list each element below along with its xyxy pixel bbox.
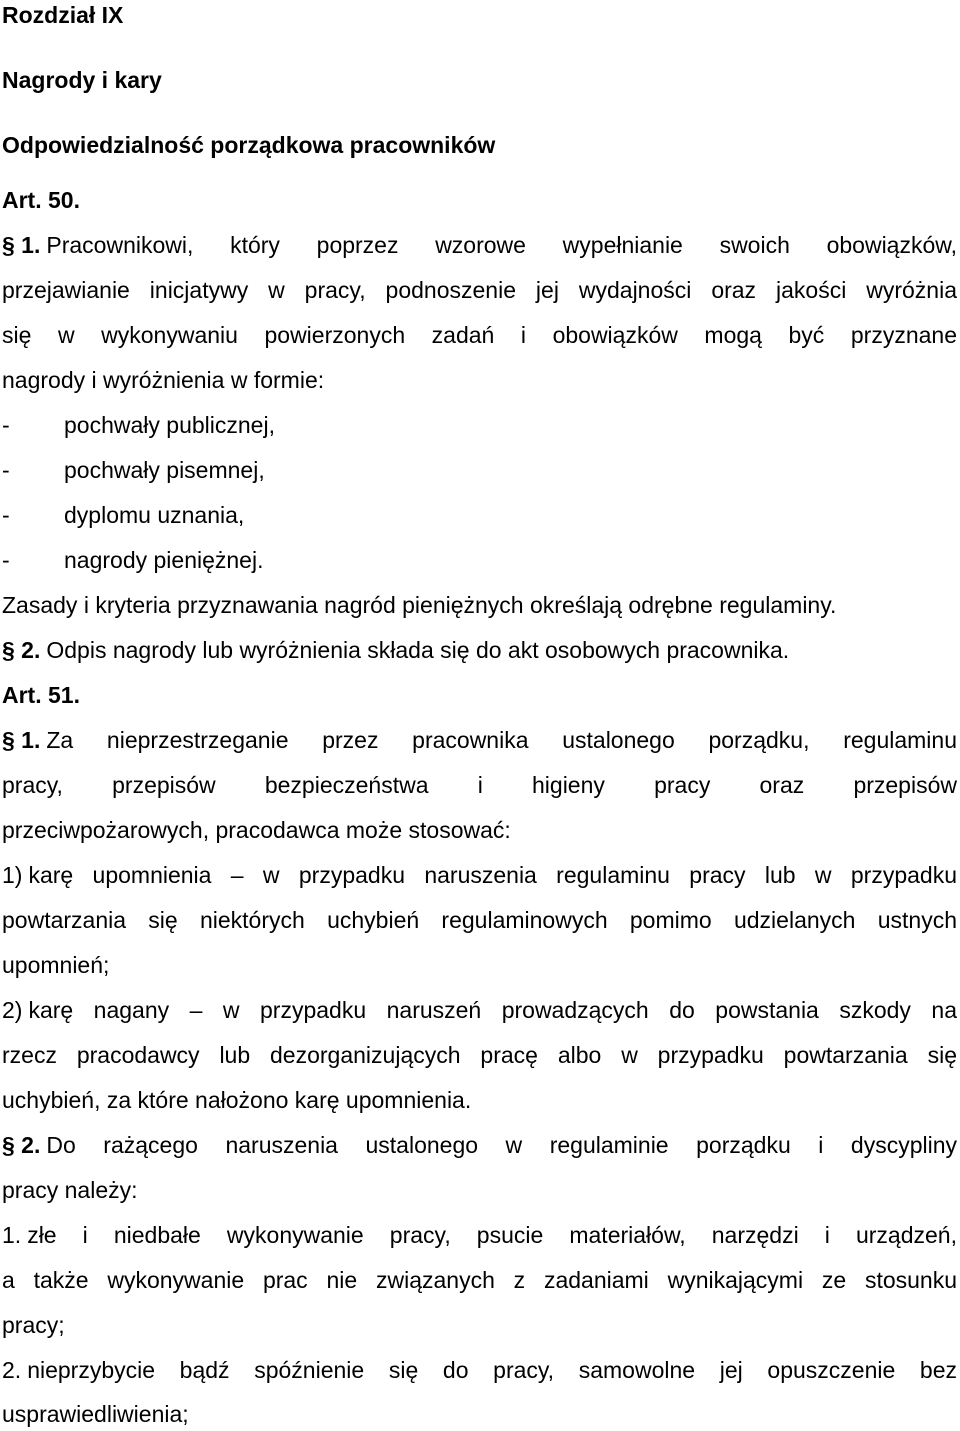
paragraph-number: § 1. — [2, 232, 41, 258]
art51-point-1-line-3: upomnień; — [2, 952, 110, 978]
art51-point-2-line-1 — [2, 995, 957, 1025]
art51-point-2-line-3: uchybień, za które nałożono karę upomnienia. — [2, 1087, 472, 1113]
art51-item-1-line-3: pracy; — [2, 1312, 65, 1338]
art51-point-1-line-1 — [2, 860, 957, 890]
art51-paragraph-2-line-2: pracy należy: — [2, 1177, 138, 1203]
art51-paragraph-2-line-1 — [2, 1130, 957, 1160]
point-number: 1) — [2, 862, 23, 888]
art51-item-2-line-1 — [2, 1355, 957, 1385]
list-item — [2, 455, 265, 485]
art51-paragraph-1-line-1 — [2, 725, 957, 755]
paragraph-text: Do rażącego naruszenia ustalonego w regulaminie porządku i dyscypliny — [46, 1132, 957, 1158]
point-number: 2) — [2, 997, 23, 1023]
art51-item-2-line-2: usprawiedliwienia; — [2, 1401, 189, 1427]
art50-paragraph-1-line-2: przejawianie inicjatywy w pracy, podnoszenie jej wydajności oraz jakości wyróżnia — [2, 277, 957, 303]
paragraph-number: § 2. — [2, 1132, 41, 1158]
art51-item-1-line-2: a także wykonywanie prac nie związanych z zadaniami wynikającymi ze stosunku — [2, 1267, 957, 1293]
section-title: Odpowiedzialność porządkowa pracowników — [2, 132, 496, 158]
art50-rules-text: Zasady i kryteria przyznawania nagród pieniężnych określają odrębne regulaminy. — [2, 592, 837, 618]
item-text: złe i niedbałe wykonywanie pracy, psucie materiałów, narzędzi i urządzeń, — [27, 1222, 957, 1248]
point-text: karę upomnienia – w przypadku naruszenia regulaminu pracy lub w przypadku — [28, 862, 957, 888]
art51-item-1-line-1 — [2, 1220, 957, 1250]
chapter-subtitle: Nagrody i kary — [2, 67, 162, 93]
point-text: karę nagany – w przypadku naruszeń prowadzących do powstania szkody na — [28, 997, 957, 1023]
art51-point-2-line-2: rzecz pracodawcy lub dezorganizujących pracę albo w przypadku powtarzania się — [2, 1042, 957, 1068]
list-item — [2, 500, 244, 530]
list-item-text: nagrody pieniężnej. — [64, 547, 264, 573]
chapter-title: Rozdział IX — [2, 2, 124, 28]
art51-paragraph-1-line-3: przeciwpożarowych, pracodawca może stosować: — [2, 817, 511, 843]
list-item-text: pochwały publicznej, — [64, 412, 275, 438]
paragraph-number: § 2. — [2, 637, 41, 663]
paragraph-text: Za nieprzestrzeganie przez pracownika ustalonego porządku, regulaminu — [46, 727, 957, 753]
art50-paragraph-1-line-1 — [2, 230, 957, 260]
list-item — [2, 545, 263, 575]
item-number: 2. — [2, 1357, 22, 1383]
list-dash: - — [2, 412, 10, 438]
item-text: nieprzybycie bądź spóźnienie się do pracy, samowolne jej opuszczenie bez — [27, 1357, 957, 1383]
paragraph-text: Pracownikowi, który poprzez wzorowe wypełnianie swoich obowiązków, — [46, 232, 957, 258]
article-50-heading: Art. 50. — [2, 187, 80, 213]
paragraph-text: Odpis nagrody lub wyróżnienia składa się do akt osobowych pracownika. — [46, 637, 790, 663]
list-item-text: dyplomu uznania, — [64, 502, 245, 528]
list-dash: - — [2, 457, 10, 483]
paragraph-number: § 1. — [2, 727, 41, 753]
art51-point-1-line-2: powtarzania się niektórych uchybień regulaminowych pomimo udzielanych ustnych — [2, 907, 957, 933]
art51-paragraph-1-line-2: pracy, przepisów bezpieczeństwa i higieny pracy oraz przepisów — [2, 772, 957, 798]
list-item — [2, 410, 275, 440]
art50-paragraph-1-line-3: się w wykonywaniu powierzonych zadań i obowiązków mogą być przyznane — [2, 322, 957, 348]
list-dash: - — [2, 547, 10, 573]
list-dash: - — [2, 502, 10, 528]
art50-paragraph-2 — [2, 635, 789, 665]
list-item-text: pochwały pisemnej, — [64, 457, 265, 483]
article-51-heading: Art. 51. — [2, 682, 80, 708]
item-number: 1. — [2, 1222, 22, 1248]
art50-paragraph-1-line-4: nagrody i wyróżnienia w formie: — [2, 367, 325, 393]
